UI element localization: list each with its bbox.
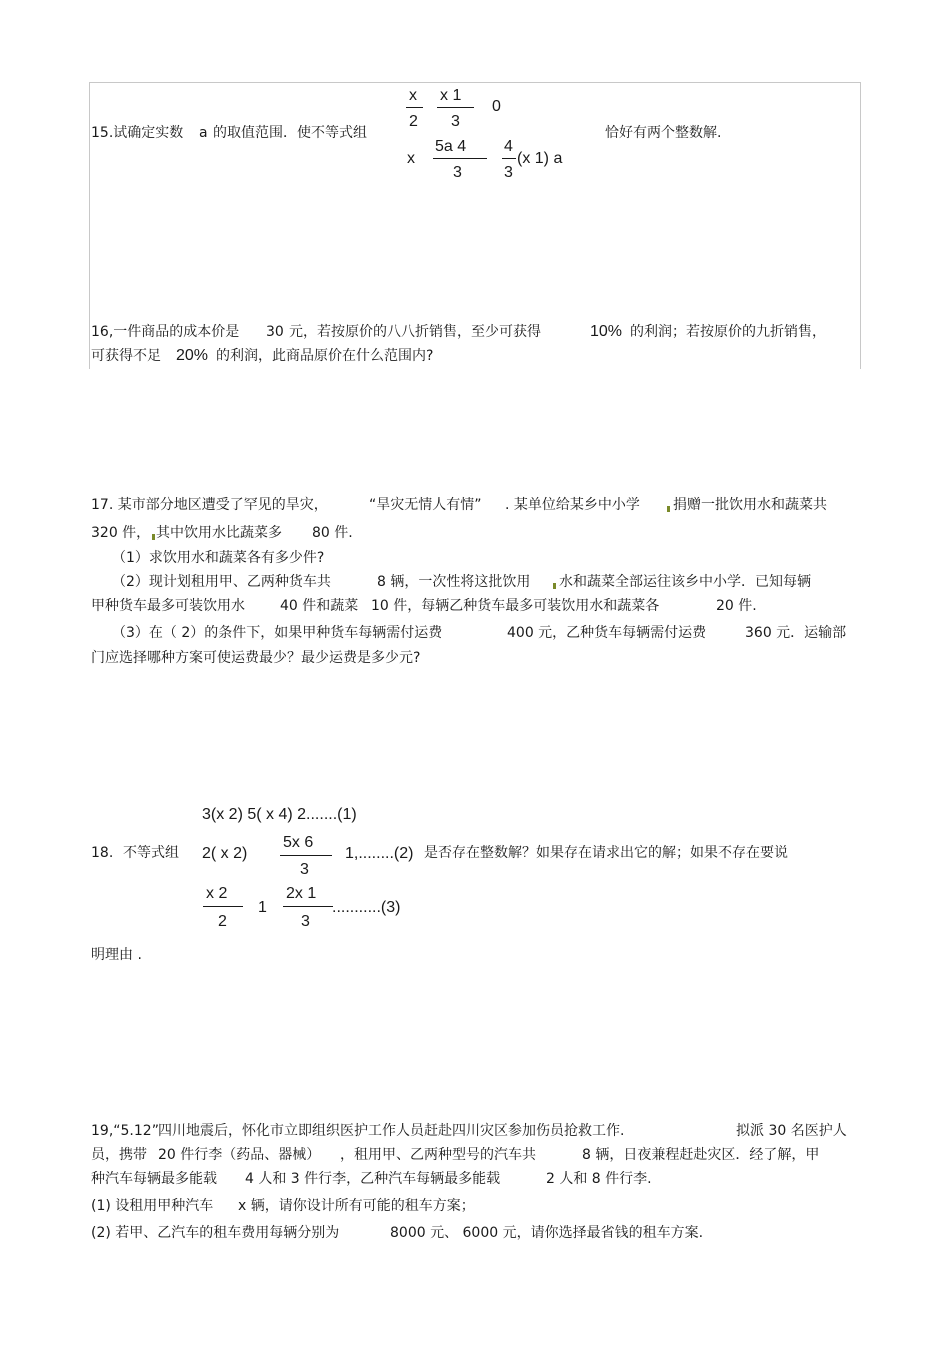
q17-part2-b: 水和蔬菜全部运往该乡中小学．已知每辆 [559,574,811,590]
q15-lead: 15.试确定实数 [91,125,184,141]
q17-part3-b: 400 元，乙种货车每辆需付运费 [507,625,707,641]
q15-eq2-bar [433,158,487,159]
q18-row3-den1: 2 [218,913,227,930]
q15-var-a: a [199,125,208,141]
q17-line2-num: 80 件. [312,525,353,541]
q18-row2-b: 1,........(2) [345,845,414,862]
q18-row3-bar1 [203,906,243,907]
q18-row3-b: ...........(3) [332,899,401,916]
q19-line1-c: 拟派 30 名医护人 [736,1123,847,1139]
q15-eq2-bar2 [502,158,516,159]
q15-eq1-num1: x [409,87,417,104]
q15-eq2-rest: (x 1) a [517,150,563,167]
q19-line1-b: 四川地震后，怀化市立即组织医护工作人员赶赴四川灾区参加伤员抢救工作. [158,1123,625,1139]
q18-row3-mid: 1 [258,899,267,916]
q17-ink-mark-2 [152,534,155,540]
q19-line2-c: ，租用甲、乙两种型号的汽车共 [340,1147,536,1163]
q16-line2-b: 的利润，此商品原价在什么范围内? [216,348,434,364]
q17-part2-l2-d: 20 件. [716,598,757,614]
frame-top-border [89,82,861,83]
q15-eq1-num2: x 1 [440,87,462,104]
q18-label: 18. [91,845,114,861]
q17-part1: （1）求饮用水和蔬菜各有多少件? [112,550,325,566]
q18-row3-num1: x 2 [206,885,228,902]
q16-pct2: 20% [176,347,209,364]
q17-line2-a: 320 件， [91,525,151,541]
q18-row2-bar [280,855,332,856]
q16-line1-a: 16,一件商品的成本价是 [91,324,240,340]
q19-part1-a: (1) 设租用甲种汽车 [91,1198,214,1214]
q16-cost: 30 [266,324,284,340]
q17-line1-a: 17. 某市部分地区遭受了罕见的旱灾， [91,497,328,513]
q17-line2-b: 其中饮用水比蔬菜多 [156,525,282,541]
q19-line3-a: 种汽车每辆最多能载 [91,1171,217,1187]
q19-part2-a: (2) 若甲、乙汽车的租车费用每辆分别为 [91,1225,340,1241]
q16-line2-a: 可获得不足 [91,348,161,364]
q17-ink-mark-1 [667,506,670,512]
q16-line1-c: 的利润；若按原价的九折销售， [630,324,826,340]
q18-tail2: 明理由 . [91,947,142,963]
q19-line1-a: 19,“5.12” [91,1123,159,1139]
q19-part2-b: 8000 元、 6000 元，请你选择最省钱的租车方案. [390,1225,704,1241]
q19-part1-b: x 辆，请你设计所有可能的租车方案； [238,1198,475,1214]
q15-eq1-den2: 3 [451,113,460,130]
q18-row3-den2: 3 [301,913,310,930]
q19-line3-b: 4 人和 3 件行李，乙种汽车每辆最多能载 [245,1171,501,1187]
q16-line1-b: 元，若按原价的八八折销售，至少可获得 [289,324,541,340]
q15-eq2-den: 3 [453,164,462,181]
q17-part2-num: 8 辆，一次性将这批饮用 [377,574,531,590]
q15-tail: 恰好有两个整数解. [605,125,722,141]
q15-eq1-bar2 [437,107,474,108]
q18-row1: 3(x 2) 5( x 4) 2.......(1) [202,806,357,823]
q15-eq2-num2: 4 [504,138,513,155]
q15-eq2-num: 5a 4 [435,138,467,155]
q17-part3-a: （3）在（ 2）的条件下，如果甲种货车每辆需付运费 [112,625,443,641]
q18-row2-a: 2( x 2) [202,845,248,862]
frame-right-border [860,82,861,369]
q17-ink-mark-3 [553,583,556,589]
q17-line1-c: 捐赠一批饮用水和蔬菜共 [673,497,827,513]
q15-eq1-bar1 [406,107,423,108]
q19-line2-b: 20 件行李（药品、器械） [158,1147,321,1163]
q18-row2-den: 3 [300,861,309,878]
q15-eq2-den2: 3 [504,164,513,181]
q19-line2-a: 员，携带 [91,1147,147,1163]
q17-line1-b: . 某单位给某乡中小学 [505,497,640,513]
q17-quote: “旱灾无情人有情” [369,497,482,513]
q18-tail: 是否存在整数解？如果存在请求出它的解；如果不存在要说 [424,845,788,861]
q18-row2-num: 5x 6 [283,834,314,851]
q18-lead: 不等式组 [123,845,179,861]
q17-part2-l2-a: 甲种货车最多可装饮用水 [91,598,245,614]
q15-mid: 的取值范围．使不等式组 [213,125,367,141]
q17-part2-l2-b: 40 件和蔬菜 [280,598,359,614]
q16-pct1: 10% [590,323,623,340]
q19-line3-c: 2 人和 8 件行李. [546,1171,652,1187]
q15-eq1-den1: 2 [409,113,418,130]
q15-eq1-rhs: 0 [492,98,501,115]
q18-row3-num2: 2x 1 [286,885,317,902]
q18-row3-bar2 [283,906,333,907]
q15-eq2-x: x [407,150,415,167]
frame-left-border [89,82,90,369]
q17-part3-line2: 门应选择哪种方案可使运费最少？最少运费是多少元? [91,650,421,666]
q17-part2-a: （2）现计划租用甲、乙两种货车共 [112,574,331,590]
q17-part3-c: 360 元．运输部 [745,625,847,641]
q17-part2-l2-c: 10 件，每辆乙种货车最多可装饮用水和蔬菜各 [371,598,660,614]
q19-line2-d: 8 辆，日夜兼程赶赴灾区．经了解，甲 [582,1147,820,1163]
